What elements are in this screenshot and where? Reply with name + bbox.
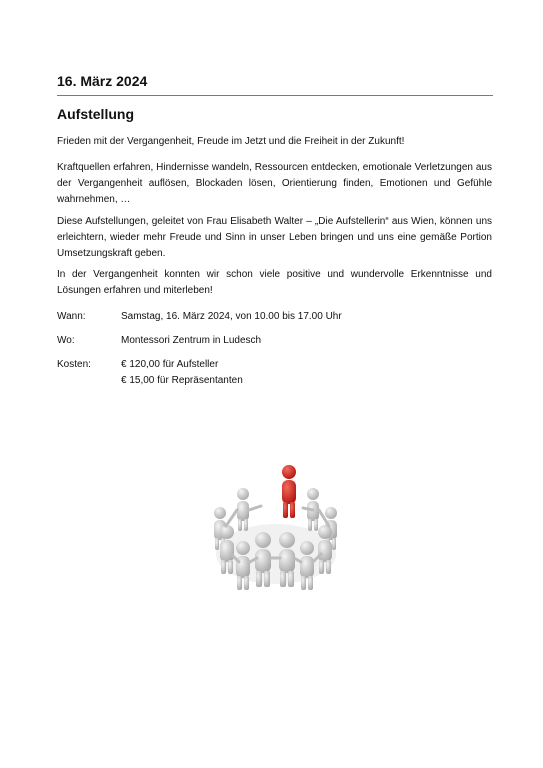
facilitator-paragraph: Diese Aufstellungen, geleitet von Frau Elisabeth Walter – „Die Aufstellerin“ aus Wien, können uns erleichtern, wieder mehr Freude und Sinn in unser Leben bringen und uns eine gemäße Portion Umsetzungskraft geben.	[57, 216, 492, 259]
benefits-paragraph: Kraftquellen erfahren, Hindernisse wandeln, Ressourcen entdecken, emotionale Verletzungen aus der Vergangenheit auflösen, Blockaden lösen, Orientierung finden, Emotionen und Gefühle wahrnehmen, …	[57, 162, 492, 205]
when-label: Wann:	[57, 311, 86, 322]
people-circle-illustration	[203, 458, 349, 600]
when-value: Samstag, 16. März 2024, von 10.00 bis 17.00 Uhr	[121, 311, 342, 322]
page-title: Aufstellung	[57, 106, 134, 122]
cost-value-aufsteller: € 120,00 für Aufsteller	[121, 359, 219, 370]
cost-label: Kosten:	[57, 359, 91, 370]
people-circle-icon	[203, 458, 349, 600]
date-heading: 16. März 2024	[57, 73, 148, 89]
divider-line	[57, 95, 493, 96]
where-label: Wo:	[57, 335, 75, 346]
cost-value-repraesentanten: € 15,00 für Repräsentanten	[121, 375, 243, 386]
experience-paragraph: In der Vergangenheit konnten wir schon viele positive und wundervolle Erkenntnisse und Lösungen erfahren und miterleben!	[57, 269, 492, 296]
intro-paragraph: Frieden mit der Vergangenheit, Freude im Jetzt und die Freiheit in der Zukunft!	[57, 136, 405, 147]
where-value: Montessori Zentrum in Ludesch	[121, 335, 262, 346]
